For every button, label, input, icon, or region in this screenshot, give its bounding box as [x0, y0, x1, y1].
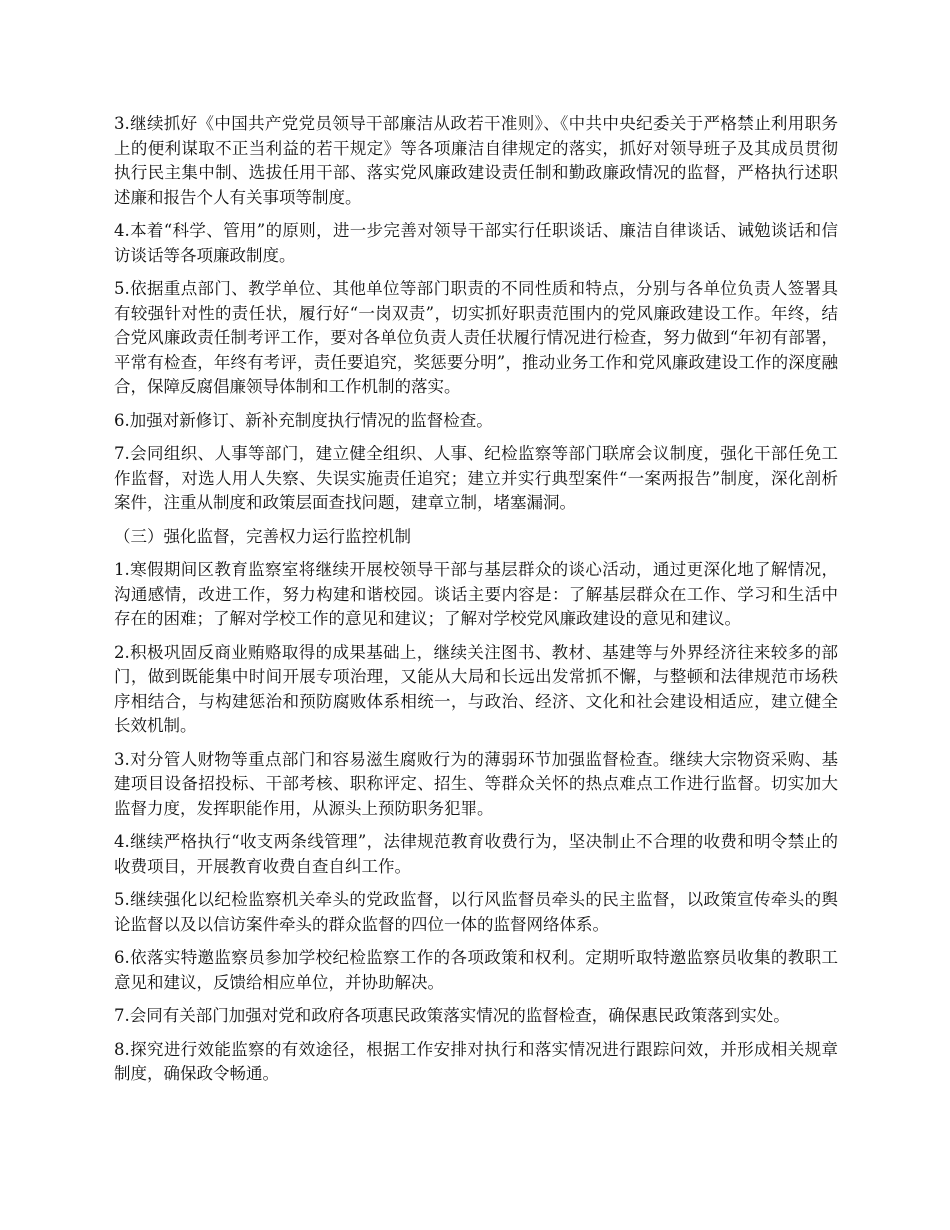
paragraph-6-special-inspectors: 6.依落实特邀监察员参加学校纪检监察工作的各项政策和权利。定期听取特邀监察员收集的教职工意见和建议，反馈给相应单位，并协助解决。	[114, 948, 838, 992]
paragraph-3-key-departments: 3.对分管人财物等重点部门和容易滋生腐败行为的薄弱环节加强监督检查。继续大宗物资采购、基建项目设备招投标、干部考核、职称评定、招生、等群众关怀的热点难点工作进行监督。切实加大监督力度，发挥职能作用，从源头上预防职务犯罪。	[114, 749, 838, 818]
paragraph-2-anti-bribery: 2.积极巩固反商业贿赂取得的成果基础上，继续关注图书、教材、基建等与外界经济往来较多的部门，做到既能集中时间开展专项治理，又能从大局和长远出发常抓不懈，与整顿和法律规范市场秩序相结合，与构建惩治和预防腐败体系相统一，与政治、经济、文化和社会建设相适应，建立健全长效机制。	[114, 642, 838, 735]
paragraph-6-system-supervision: 6.加强对新修订、新补充制度执行情况的监督检查。	[114, 410, 493, 430]
paragraph-5-supervision-network: 5.继续强化以纪检监察机关牵头的党政监督，以行风监督员牵头的民主监督，以政策宣传牵头的舆论监督以及以信访案件牵头的群众监督的四位一体的监督网络体系。	[114, 890, 838, 934]
paragraph-7-benefit-policies: 7.会同有关部门加强对党和政府各项惠民政策落实情况的监督检查，确保惠民政策落到实处。	[114, 1006, 790, 1025]
paragraph-8-efficiency: 8.探究进行效能监察的有效途径，根据工作安排对执行和落实情况进行跟踪问效，并形成相关规章制度，确保政令畅通。	[114, 1039, 838, 1083]
paragraph-4-fees: 4.继续严格执行“收支两条线管理”，法律规范教育收费行为，坚决制止不合理的收费和明令禁止的收费项目，开展教育收费自查自纠工作。	[114, 832, 838, 876]
paragraph-4-talk-system: 4.本着“科学、管用”的原则，进一步完善对领导干部实行任职谈话、廉洁自律谈话、诫勉谈话和信访谈话等各项廉政制度。	[114, 221, 838, 265]
paragraph-1-heart-talk: 1.寒假期间区教育监察室将继续开展校领导干部与基层群众的谈心活动，通过更深化地了解情况，沟通感情，改进工作，努力构建和谐校园。谈话主要内容是：了解基层群众在工作、学习和生活中存在的困难；了解对学校工作的意见和建议；了解对学校党风廉政建设的意见和建议。	[114, 560, 838, 628]
document-body	[114, 112, 838, 1096]
paragraph-7-joint-meeting: 7.会同组织、人事等部门，建立健全组织、人事、纪检监察等部门联席会议制度，强化干部任免工作监督，对选人用人失察、失误实施责任追究；建立并实行典型案件“一案两报告”制度，深化剖析案件，注重从制度和政策层面查找问题，建章立制，堵塞漏洞。	[114, 444, 838, 512]
paragraph-5-responsibility-letter: 5.依据重点部门、教学单位、其他单位等部门职责的不同性质和特点，分别与各单位负责人签署具有较强针对性的责任状，履行好“一岗双责”，切实抓好职责范围内的党风廉政建设工作。年终，结合党风廉政责任制考评工作，要对各单位负责人责任状履行情况进行检查，努力做到“年初有部署，平常有检查，年终有考评，责任要追究，奖惩要分明”，推动业务工作和党风廉政建设工作的深度融合，保障反腐倡廉领导体制和工作机制的落实。	[114, 279, 838, 396]
section-heading-3: （三）强化监督，完善权力运行监控机制	[114, 526, 411, 546]
paragraph-3-integrity-rules: 3.继续抓好《中国共产党党员领导干部廉洁从政若干准则》、《中共中央纪委关于严格禁止利用职务上的便利谋取不正当利益的若干规定》等各项廉洁自律规定的落实，抓好对领导班子及其成员贯彻执行民主集中制、选拔任用干部、落实党风廉政建设责任制和勤政廉政情况的监督，严格执行述职述廉和报告个人有关事项等制度。	[114, 114, 838, 207]
